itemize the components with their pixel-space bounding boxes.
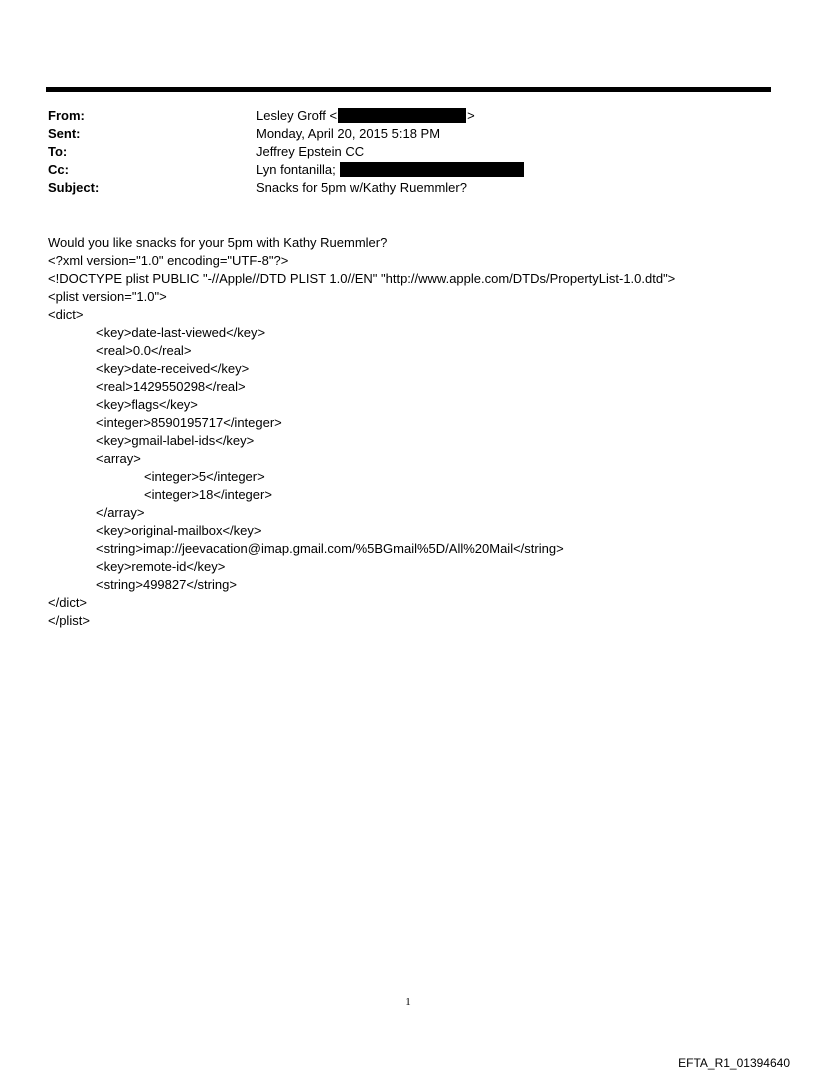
email-body xyxy=(48,234,788,630)
to-value: Jeffrey Epstein CC xyxy=(256,144,365,159)
body-line: <integer>8590195717</integer> xyxy=(96,415,282,430)
body-line: </plist> xyxy=(48,613,90,628)
body-line: <integer>18</integer> xyxy=(144,487,272,502)
to-label: To: xyxy=(48,144,68,159)
body-line: </array> xyxy=(96,505,145,520)
from-label: From: xyxy=(48,108,85,123)
body-line: <integer>5</integer> xyxy=(144,469,265,484)
to-row xyxy=(48,143,768,161)
body-line: <key>original-mailbox</key> xyxy=(96,523,262,538)
body-line: <array> xyxy=(96,451,141,466)
subject-label: Subject: xyxy=(48,180,100,195)
body-line: Would you like snacks for your 5pm with Kathy Ruemmler? xyxy=(48,235,388,250)
body-line: <plist version="1.0"> xyxy=(48,289,167,304)
from-bracket: > xyxy=(467,108,475,123)
subject-value: Snacks for 5pm w/Kathy Ruemmler? xyxy=(256,180,467,195)
body-line: <!DOCTYPE plist PUBLIC "-//Apple//DTD PLIST 1.0//EN" "http://www.apple.com/DTDs/PropertyList-1.0.dtd"> xyxy=(48,271,676,286)
body-line: <string>imap://jeevacation@imap.gmail.com/%5BGmail%5D/All%20Mail</string> xyxy=(96,541,564,556)
header-rule xyxy=(46,87,771,92)
from-name: Lesley Groff < xyxy=(256,108,338,123)
sent-row xyxy=(48,125,768,143)
cc-name: Lyn fontanilla; xyxy=(256,162,336,177)
sent-value: Monday, April 20, 2015 5:18 PM xyxy=(256,126,441,141)
cc-row xyxy=(48,161,768,179)
body-line: <key>gmail-label-ids</key> xyxy=(96,433,255,448)
email-header xyxy=(48,107,768,197)
body-line: <real>1429550298</real> xyxy=(96,379,246,394)
from-value xyxy=(256,107,475,125)
redaction-box xyxy=(338,108,466,123)
body-line: </dict> xyxy=(48,595,88,610)
from-row xyxy=(48,107,768,125)
body-line: <dict> xyxy=(48,307,84,322)
page-number: 1 xyxy=(405,996,411,1008)
subject-row xyxy=(48,179,768,197)
body-line: <key>remote-id</key> xyxy=(96,559,226,574)
body-line: <key>date-received</key> xyxy=(96,361,250,376)
body-line: <?xml version="1.0" encoding="UTF-8"?> xyxy=(48,253,289,268)
cc-value xyxy=(256,161,524,179)
body-line: <key>flags</key> xyxy=(96,397,198,412)
body-line: <key>date-last-viewed</key> xyxy=(96,325,266,340)
body-line: <string>499827</string> xyxy=(96,577,237,592)
sent-label: Sent: xyxy=(48,126,81,141)
document-id: EFTA_R1_01394640 xyxy=(678,1056,790,1070)
redaction-box xyxy=(340,162,524,177)
cc-label: Cc: xyxy=(48,162,69,177)
body-line: <real>0.0</real> xyxy=(96,343,192,358)
